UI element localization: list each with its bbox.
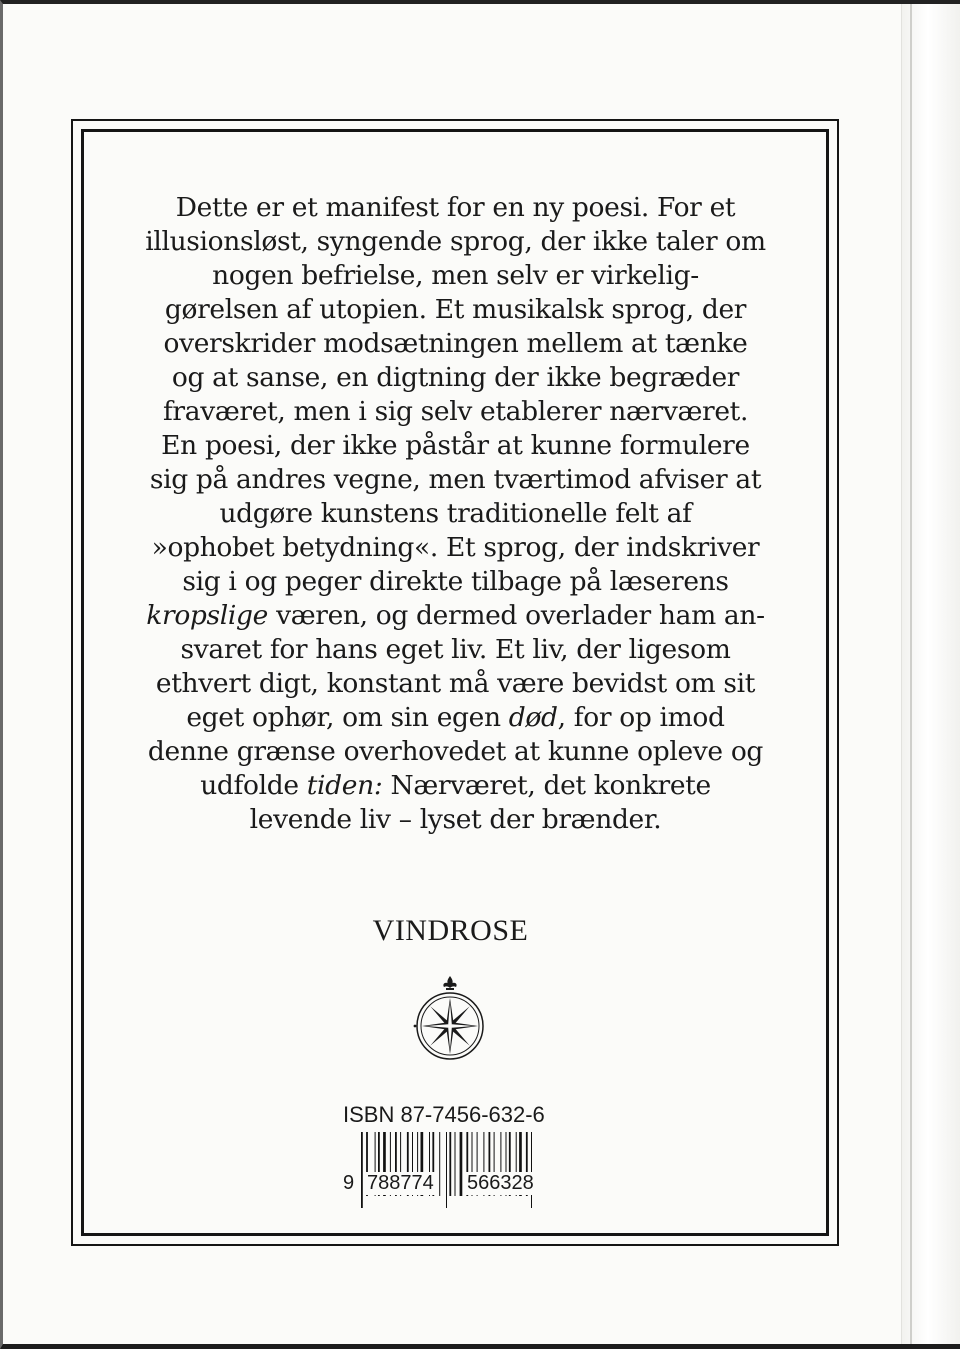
blurb-line: denne grænse overhovedet at kunne opleve og	[147, 736, 764, 767]
compass-rose-icon	[405, 974, 495, 1064]
blurb-line: udgøre kunstens traditionelle felt af	[219, 498, 692, 529]
barcode-digits-left: 788774	[367, 1172, 434, 1194]
blurb-line: sig i og peger direkte tilbage på læserens	[182, 566, 729, 597]
barcode-bar	[446, 1132, 447, 1208]
blurb-line: overskrider modsætningen mellem at tænke	[163, 328, 748, 359]
blurb-text: eget ophør, om sin egen	[186, 702, 509, 733]
blurb-line: illusionsløst, syngende sprog, der ikke taler om	[145, 226, 766, 257]
blurb-text: Nærværet, det konkrete	[382, 770, 711, 801]
publisher-name: VINDROSE	[372, 914, 529, 947]
blurb-text: , for op imod	[557, 702, 725, 733]
blurb-line: Dette er et manifest for en ny poesi. For et	[175, 192, 736, 223]
blurb-line: fraværet, men i sig selv etablerer nærværet.	[162, 396, 749, 427]
barcode-bar	[460, 1132, 463, 1196]
isbn-label: ISBN 87-7456-632-6	[343, 1102, 545, 1127]
hinge-groove	[910, 4, 912, 1349]
blurb-line: gørelsen af utopien. Et musikalsk sprog, der	[164, 294, 747, 325]
barcode-bar	[439, 1132, 440, 1196]
emphasis-kropslige: kropslige	[146, 600, 268, 631]
barcode-bar	[531, 1132, 532, 1208]
blurb-line: svaret for hans eget liv. Et liv, der ligesom	[180, 634, 731, 665]
blurb-line: »ophobet betydning«. Et sprog, der indskriver	[151, 532, 760, 563]
barcode-bar	[449, 1132, 451, 1196]
blurb-line	[133, 701, 778, 735]
blurb-line: levende liv – lyset der brænder.	[249, 804, 662, 835]
back-cover-blurb	[133, 191, 778, 837]
barcode-digits-right: 566328	[467, 1172, 534, 1194]
blurb-text: væren, og dermed overlader ham an-	[268, 600, 765, 631]
blurb-line: og at sanse, en digtning der ikke begræder	[171, 362, 740, 393]
emphasis-dod: død	[508, 702, 558, 733]
blurb-line: sig på andres vegne, men tværtimod afviser at	[149, 464, 762, 495]
barcode-bar	[361, 1132, 363, 1208]
blurb-line: nogen befrielse, men selv er virkelig-	[212, 260, 699, 291]
blurb-text: udfolde	[200, 770, 307, 801]
emphasis-tiden: tiden:	[306, 770, 383, 801]
blurb-line: ethvert digt, konstant må være bevidst om sit	[155, 668, 756, 699]
blurb-line	[133, 599, 778, 633]
blurb-line	[133, 769, 778, 803]
blurb-line: En poesi, der ikke påstår at kunne formulere	[161, 430, 750, 461]
barcode-bar	[455, 1132, 456, 1196]
barcode-digit-first: 9	[343, 1172, 355, 1194]
